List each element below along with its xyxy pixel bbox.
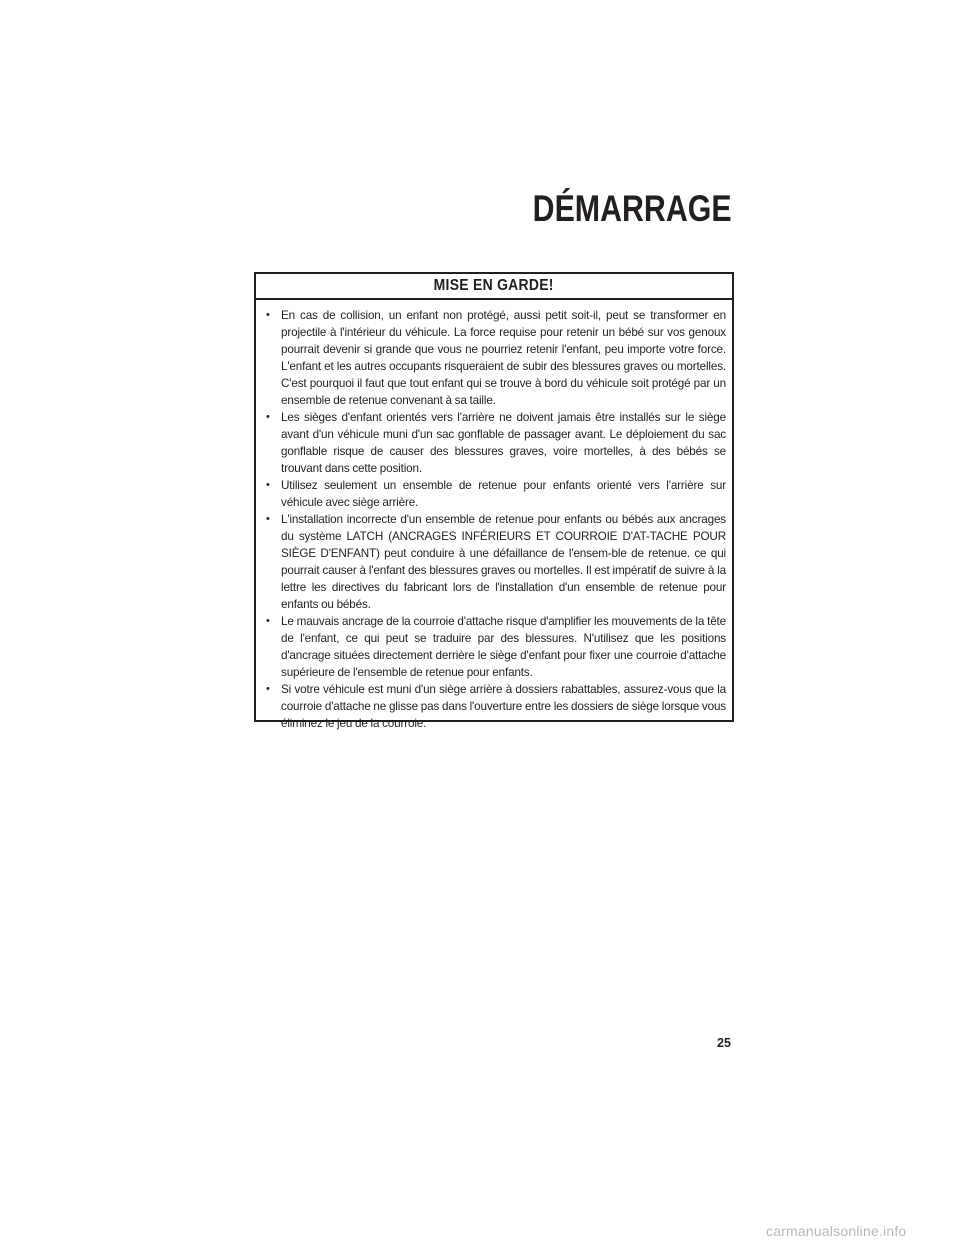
warning-item	[264, 511, 726, 613]
warning-item	[264, 613, 726, 681]
warning-item	[264, 681, 726, 732]
warning-item-text: En cas de collision, un enfant non protégé, aussi petit soit-il, peut se transformer en projectile à l'intérieur du véhicule. La force requise pour retenir un bébé sur vos genoux pourrait devenir si grande que vous ne pourriez retenir l'enfant, peu importe votre force. L'enfant et les autres occupants risqueraient de subir des blessures graves ou mortelles. C'est pourquoi il faut que tout enfant qui se trouve à bord du véhicule soit protégé par un ensemble de retenue convenant à sa taille.	[281, 309, 726, 407]
bullet-icon: •	[266, 479, 270, 491]
warning-item-text: Utilisez seulement un ensemble de retenue pour enfants orienté vers l'arrière sur véhicule avec siège arrière.	[281, 479, 726, 509]
warning-item-text: Le mauvais ancrage de la courroie d'attache risque d'amplifier les mouvements de la tête de l'enfant, ce qui peut se traduire par des blessures. N'utilisez que les positions d'ancrage situées directement derrière le siège d'enfant pour fixer une courroie d'attache supérieure de l'ensemble de retenue pour enfants.	[281, 615, 726, 679]
warning-box	[254, 272, 734, 730]
warning-item-text: L'installation incorrecte d'un ensemble de retenue pour enfants ou bébés aux ancrages du système LATCH (ANCRAGES INFÉRIEURS ET COURROIE D'AT-TACHE POUR SIÈGE D'ENFANT) peut conduire à une défaillance de l'ensem-ble de retenue. ce qui pourrait causer à l'enfant des blessures graves ou mortelles. Il est impératif de suivre à la lettre les directives du fabricant lors de l'installation d'un ensemble de retenue pour enfants ou bébés.	[281, 513, 726, 611]
warning-item-text: Si votre véhicule est muni d'un siège arrière à dossiers rabattables, assurez-vous que la courroie d'attache ne glisse pas dans l'ouverture entre les dossiers de siège lorsque vous éliminez le jeu de la courroie.	[281, 683, 726, 730]
page-number: 25	[717, 1036, 731, 1050]
bullet-icon: •	[266, 309, 270, 321]
warning-item	[264, 409, 726, 477]
warning-header	[256, 274, 732, 300]
warning-item	[264, 307, 726, 409]
warning-item-text: Les sièges d'enfant orientés vers l'arrière ne doivent jamais être installés sur le siège avant d'un véhicule muni d'un sac gonflable de passager avant. Le déploiement du sac gonflable risque de causer des blessures graves, voire mortelles, à des bébés se trouvant dans cette position.	[281, 411, 726, 475]
warning-list	[256, 300, 732, 732]
section-title: DÉMARRAGE	[533, 188, 732, 229]
bullet-icon: •	[266, 411, 270, 423]
bullet-icon: •	[266, 615, 270, 627]
warning-item	[264, 477, 726, 511]
watermark-link[interactable]: carmanualsonline.info	[766, 1223, 907, 1239]
warning-title: MISE EN GARDE!	[433, 277, 555, 294]
bullet-icon: •	[266, 683, 270, 695]
bullet-icon: •	[266, 513, 270, 525]
